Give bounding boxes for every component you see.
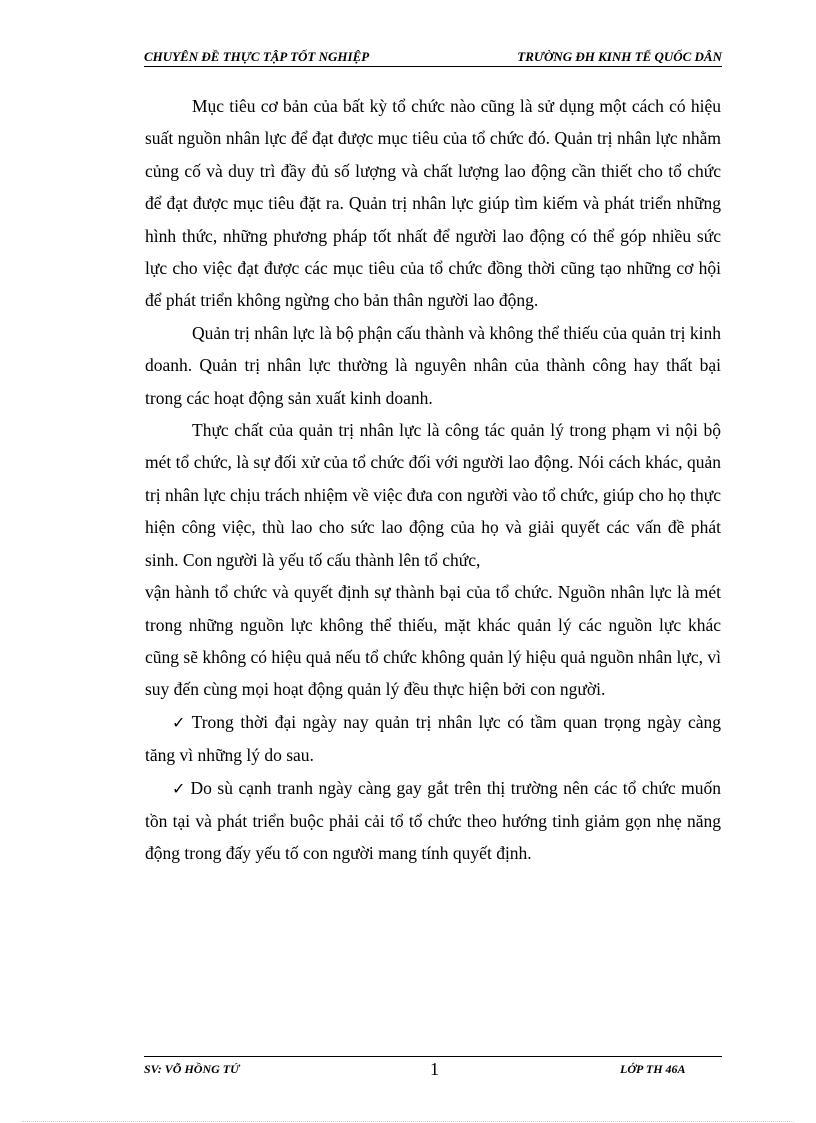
footer-student-name: SV: VÕ HỒNG TỨ	[144, 1062, 240, 1076]
paragraph-component: Quản trị nhân lực là bộ phận cấu thành và không thể thiếu của quản trị kinh doanh. Quản trị nhân lực thường là nguyên nhân của thành công hay thất bại trong các hoạt động sản xuất kinh doanh.	[145, 322, 721, 408]
bullet-item-importance	[145, 706, 721, 772]
header-title-right: TRƯỜNG ĐH KINH TẾ QUỐC DÂN	[517, 49, 722, 64]
bullet-item-competition	[145, 772, 721, 870]
page-footer	[144, 1056, 722, 1081]
footer-class-name: LỚP TH 46A	[620, 1062, 686, 1076]
bullet-text-importance: Trong thời đại ngày nay quản trị nhân lực có tầm quan trọng ngày càng tăng vì những lý do sau.	[145, 711, 722, 766]
paragraph-goal: Mục tiêu cơ bản của bất kỳ tổ chức nào cũng là sử dụng một cách có hiệu suất nguồn nhân lực để đạt được mục tiêu của tổ chức đó. Quản trị nhân lực nhằm củng cố và duy trì đầy đủ số lượng và chất lượng lao động cần thiết cho tổ chức để đạt được mục tiêu đặt ra. Quản trị nhân lực giúp tìm kiếm và phát triển những hình thức, những phương pháp tốt nhất để người lao động có thể góp nhiều sức lực cho việc đạt được các mục tiêu của tổ chức đồng thời cũng tạo những cơ hội để phát triển không ngừng cho bản thân người lao động.	[145, 96, 721, 311]
page-header	[144, 46, 722, 67]
bullet-text-competition: Do sù cạnh tranh ngày càng gay gắt trên thị trường nên các tổ chức muốn tồn tại và phát triển buộc phải cải tổ tổ chức theo hướng tinh giảm gọn nhẹ năng động trong đấy yếu tố con người mang tính quyết định.	[145, 777, 722, 864]
page-bottom-edge	[22, 1121, 794, 1122]
paragraph-essence: Thực chất của quản trị nhân lực là công tác quản lý trong phạm vi nội bộ mét tổ chức, là sự đối xử của tổ chức đối với người lao động. Nói cách khác, quản trị nhân lực chịu trách nhiệm về việc đưa con người vào tổ chức, giúp cho họ thực hiện công việc, thù lao cho sức lao động của họ và giải quyết các vấn đề phát sinh. Con người là yếu tố cấu thành lên tổ chức,	[145, 420, 721, 570]
checkmark-icon: ✓	[172, 778, 187, 798]
document-body	[145, 90, 721, 870]
page-number: 1	[430, 1059, 439, 1079]
checkmark-icon: ✓	[172, 712, 188, 732]
header-title-left: CHUYÊN ĐỀ THỰC TẬP TỐT NGHIỆP	[144, 49, 370, 64]
paragraph-operation: vận hành tổ chức và quyết định sự thành bại của tổ chức. Nguồn nhân lực là mét trong những nguồn lực không thể thiếu, mặt khác quản lý các nguồn lực khác cũng sẽ không có hiệu quả nếu tổ chức không quản lý hiệu quả nguồn nhân lực, vì suy đến cùng mọi hoạt động quản lý đều thực hiện bởi con người.	[145, 582, 721, 700]
